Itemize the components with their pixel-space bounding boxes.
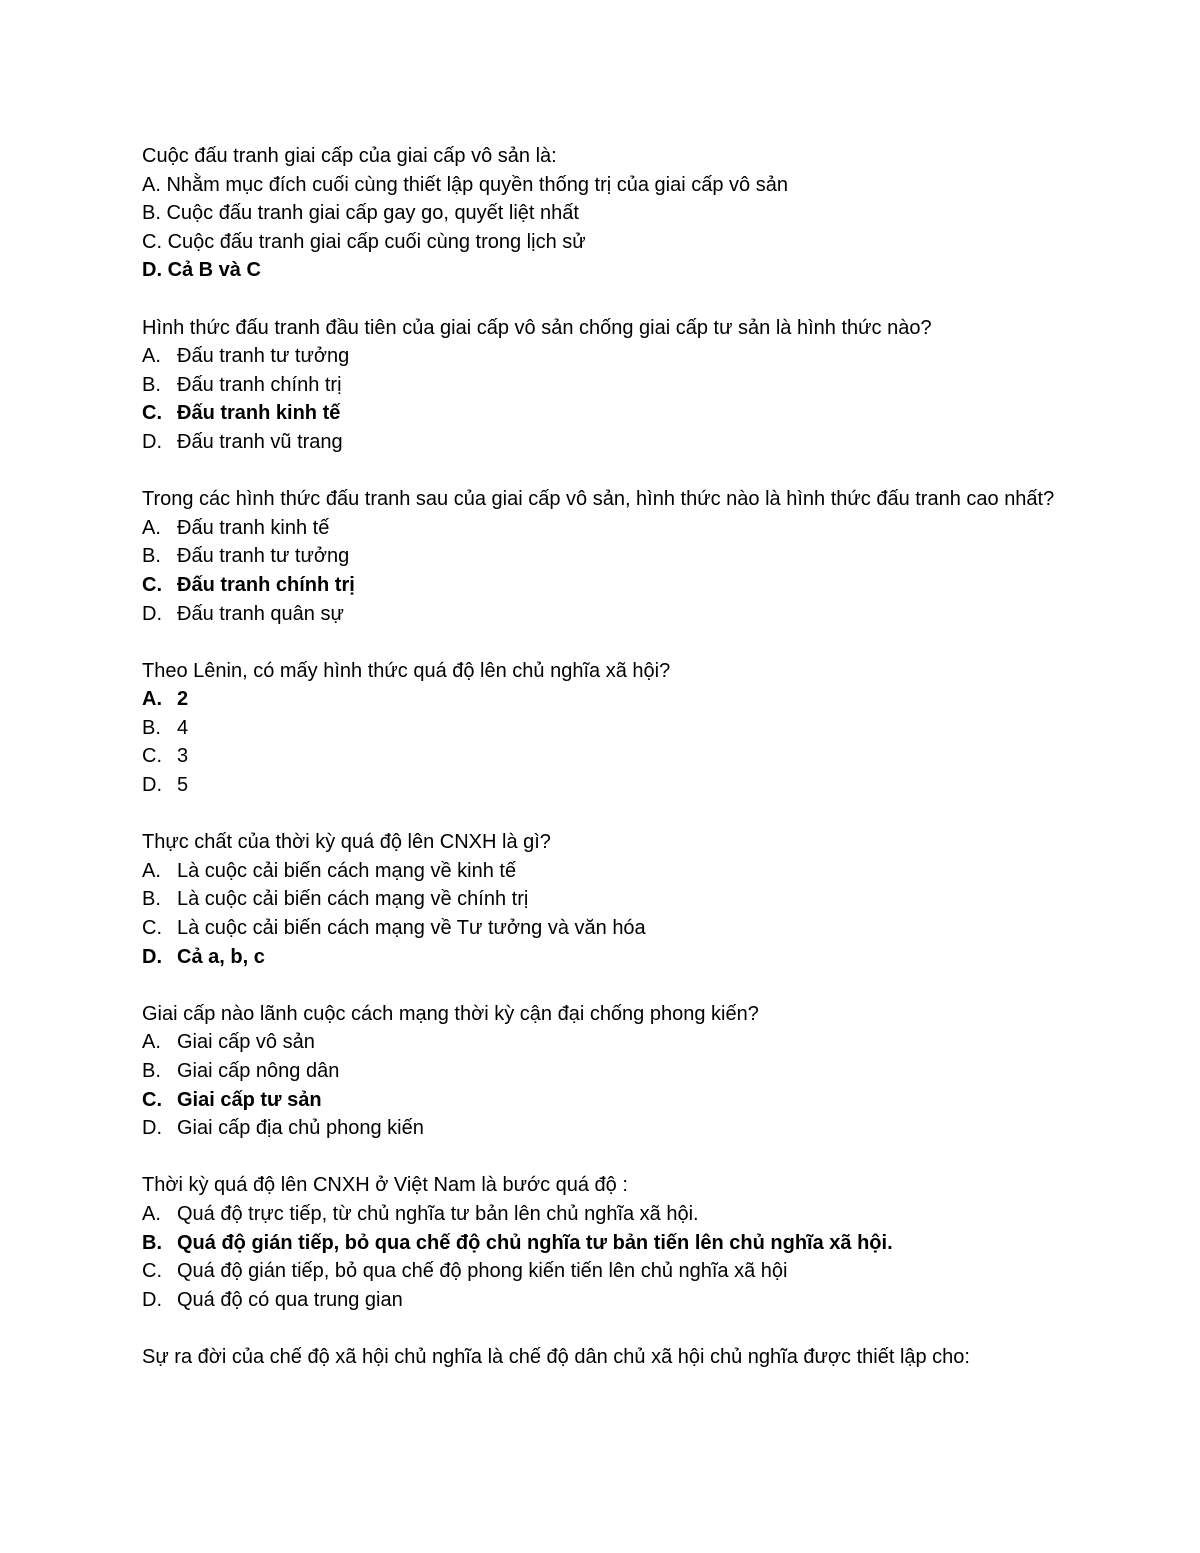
answer-option (142, 342, 1062, 371)
answer-option-correct (142, 943, 1062, 972)
option-text: Giai cấp nông dân (177, 1060, 340, 1082)
option-text: Đấu tranh kinh tế (177, 402, 341, 425)
answer-option-correct (142, 1086, 1062, 1115)
option-letter: B. (142, 373, 161, 396)
answer-option (142, 171, 1062, 200)
question-stem: Giai cấp nào lãnh cuộc cách mạng thời kỳ cận đại chống phong kiến? (142, 1002, 759, 1025)
option-letter: B. (142, 1231, 162, 1254)
answer-option (142, 742, 1062, 771)
question-stem: Cuộc đấu tranh giai cấp của giai cấp vô sản là: (142, 145, 557, 167)
answer-option (142, 771, 1062, 800)
option-text: Quá độ gián tiếp, bỏ qua chế độ phong kiến tiến lên chủ nghĩa xã hội (177, 1260, 788, 1283)
option-text: Đấu tranh tư tưởng (177, 345, 350, 368)
option-letter: B. (142, 545, 161, 568)
option-letter: A. (142, 173, 161, 196)
option-text: Đấu tranh vũ trang (177, 430, 343, 453)
answer-option (142, 371, 1062, 400)
option-text: Là cuộc cải biến cách mạng về Tư tưởng và văn hóa (177, 917, 646, 940)
question-block (142, 657, 1062, 800)
question-stem: Hình thức đấu tranh đầu tiên của giai cấp vô sản chống giai cấp tư sản là hình thức nào? (142, 316, 932, 339)
option-letter: B. (142, 202, 161, 225)
answer-option (142, 428, 1062, 457)
option-letter: C. (142, 230, 162, 253)
option-text: Quá độ gián tiếp, bỏ qua chế độ chủ nghĩa tư bản tiến lên chủ nghĩa xã hội. (177, 1231, 893, 1254)
option-text: Cuộc đấu tranh giai cấp cuối cùng trong lịch sử (167, 230, 586, 253)
option-letter: D. (142, 259, 162, 282)
question-stem: Thời kỳ quá độ lên CNXH ở Việt Nam là bước quá độ : (142, 1174, 628, 1197)
option-text: Đấu tranh tư tưởng (177, 545, 350, 568)
answer-option (142, 542, 1062, 571)
answer-option (142, 914, 1062, 943)
option-text: Quá độ trực tiếp, từ chủ nghĩa tư bản lên chủ nghĩa xã hội. (177, 1202, 699, 1225)
option-letter: A. (142, 1202, 161, 1225)
option-text: Là cuộc cải biến cách mạng về kinh tế (177, 859, 517, 882)
option-text: Đấu tranh quân sự (177, 602, 344, 625)
answer-option (142, 714, 1062, 743)
option-text: 2 (177, 688, 189, 711)
option-letter: B. (142, 888, 161, 911)
option-text: Cả B và C (167, 259, 261, 282)
option-text: Giai cấp vô sản (177, 1031, 315, 1054)
option-text: Cả a, b, c (177, 945, 265, 968)
question-stem: Sự ra đời của chế độ xã hội chủ nghĩa là chế độ dân chủ xã hội chủ nghĩa được thiết lập cho: (142, 1345, 970, 1368)
answer-option-correct (142, 399, 1062, 428)
question-stem: Trong các hình thức đấu tranh sau của giai cấp vô sản, hình thức nào là hình thức đấu tranh cao nhất? (142, 488, 1055, 511)
option-text: Đấu tranh chính trị (177, 373, 342, 396)
option-text: Đấu tranh kinh tế (177, 516, 330, 539)
question-stem: Theo Lênin, có mấy hình thức quá độ lên chủ nghĩa xã hội? (142, 659, 671, 682)
question-stem: Thực chất của thời kỳ quá độ lên CNXH là gì? (142, 831, 551, 854)
option-text: Là cuộc cải biến cách mạng về chính trị (177, 888, 529, 911)
option-text: 4 (177, 716, 189, 739)
option-text: Đấu tranh chính trị (177, 573, 355, 596)
question-block (142, 1000, 1062, 1143)
option-text: Quá độ có qua trung gian (177, 1288, 403, 1311)
question-block (142, 1343, 1062, 1372)
option-letter: C. (142, 745, 162, 768)
option-text: Nhằm mục đích cuối cùng thiết lập quyền thống trị của giai cấp vô sản (166, 173, 788, 196)
answer-option (142, 1200, 1062, 1229)
option-letter: B. (142, 1060, 161, 1082)
option-letter: C. (142, 1088, 162, 1111)
answer-option (142, 600, 1062, 629)
option-letter: C. (142, 573, 162, 596)
option-letter: D. (142, 430, 162, 453)
answer-option (142, 885, 1062, 914)
option-letter: C. (142, 1260, 162, 1283)
option-letter: C. (142, 917, 162, 940)
option-letter: D. (142, 1117, 162, 1140)
answer-option (142, 199, 1062, 228)
question-block (142, 828, 1062, 971)
answer-option-correct (142, 571, 1062, 600)
answer-option (142, 1286, 1062, 1315)
option-letter: A. (142, 345, 161, 368)
answer-option (142, 514, 1062, 543)
option-letter: D. (142, 1288, 162, 1311)
quiz-content (142, 142, 1062, 1400)
option-letter: C. (142, 402, 162, 425)
answer-option-correct (142, 685, 1062, 714)
answer-option-correct (142, 256, 1062, 285)
option-letter: A. (142, 688, 162, 711)
option-letter: A. (142, 859, 161, 882)
answer-option (142, 1114, 1062, 1143)
answer-option (142, 1028, 1062, 1057)
answer-option (142, 1257, 1062, 1286)
option-text: Cuộc đấu tranh giai cấp gay go, quyết liệt nhất (166, 202, 579, 225)
answer-option-correct (142, 1229, 1062, 1258)
answer-option (142, 1057, 1062, 1086)
answer-option (142, 228, 1062, 257)
option-letter: B. (142, 716, 161, 739)
option-text: 5 (177, 774, 189, 797)
option-letter: D. (142, 774, 162, 797)
question-block (142, 485, 1062, 628)
option-letter: A. (142, 1031, 161, 1054)
question-block (142, 1171, 1062, 1314)
option-letter: D. (142, 602, 162, 625)
answer-option (142, 857, 1062, 886)
option-letter: D. (142, 945, 162, 968)
option-text: 3 (177, 745, 189, 768)
question-block (142, 142, 1062, 285)
option-letter: A. (142, 516, 161, 539)
option-text: Giai cấp tư sản (177, 1088, 322, 1111)
question-block (142, 314, 1062, 457)
option-text: Giai cấp địa chủ phong kiến (177, 1117, 424, 1140)
